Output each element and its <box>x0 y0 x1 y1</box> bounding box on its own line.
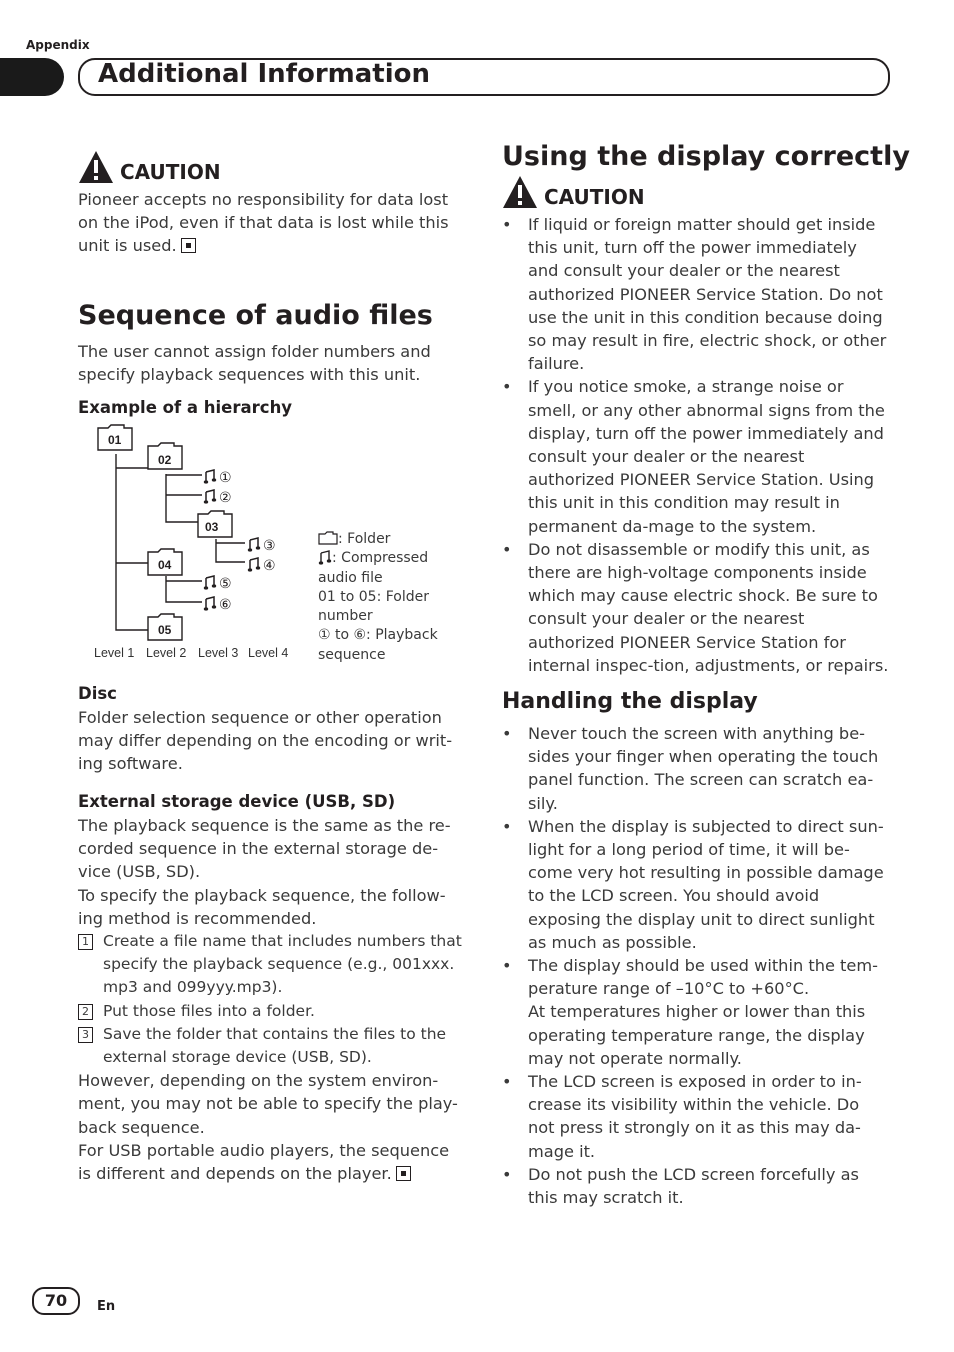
caution-text <box>78 188 463 258</box>
file-6-label: ⑥ <box>219 597 232 613</box>
caution-heading: CAUTION <box>120 160 221 184</box>
handling-title: Handling the display <box>502 689 758 714</box>
step-2 <box>78 1000 463 1023</box>
step-2-number: 2 <box>78 1004 93 1020</box>
header-title: Additional Information <box>98 59 431 89</box>
legend-folder-range: 01 to 05: Folder number <box>318 588 430 625</box>
caution-warning-icon <box>78 150 114 184</box>
ext-text-4-wrap <box>78 1139 463 1185</box>
display-caution-list <box>502 213 890 677</box>
handling-item-2: • When the display is subjected to direct sun-light for a long period of time, it will be-come very hot resulting in possible damage to the LCD screen. You should avoid exposing the display unit to direct sunlight as much as possible. <box>502 815 890 954</box>
handling-list <box>502 722 890 1209</box>
ext-storage-heading: External storage device (USB, SD) <box>78 792 396 811</box>
step-2-text: Put those files into a folder. <box>103 1001 315 1020</box>
legend-folder <box>318 530 453 549</box>
folder-01-label: 01 <box>108 433 122 447</box>
level-3-label: Level 3 <box>198 646 239 660</box>
step-3 <box>78 1023 463 1069</box>
file-4-icon <box>248 558 260 572</box>
handling-temp-note: At temperatures higher or lower than this operating temperature range, the display may not operate normally. <box>528 1002 866 1068</box>
file-4-label: ④ <box>263 558 276 574</box>
section-tab <box>0 58 64 96</box>
language-label: En <box>97 1299 116 1314</box>
disc-text: Folder selection sequence or other operation may differ depending on the encoding or writ-ing software. <box>78 708 453 774</box>
caution-item-2: • If you notice smoke, a strange noise or smell, or any other abnormal signs from the display, turn off the power immediately and consult your dealer or the nearest authorized PIONEER Service Station. Using this unit in this condition may result in permanent da-mage to the system. <box>502 375 890 537</box>
sequence-intro: The user cannot assign folder numbers and specify playback sequences with this unit. <box>78 342 431 385</box>
handling-item-3-text: The display should be used within the tem-perature range of –10°C to +60°C. <box>528 956 878 999</box>
legend-file-text: : Compressed audio file <box>318 550 429 586</box>
hierarchy-heading: Example of a hierarchy <box>78 398 293 417</box>
folder-05-label: 05 <box>158 623 172 637</box>
legend-folder-icon <box>318 531 338 545</box>
step-1 <box>78 930 463 1000</box>
legend-playback: ① to ⑥: Playback sequence <box>318 627 438 663</box>
folder-04-label: 04 <box>158 558 172 572</box>
diagram-legend <box>318 530 453 665</box>
file-5-label: ⑤ <box>219 576 232 592</box>
display-title: Using the display correctly <box>502 141 910 172</box>
handling-item-5: • Do not push the LCD screen forcefully as this may scratch it. <box>502 1163 890 1209</box>
handling-item-1: • Never touch the screen with anything be-sides your finger when operating the touch panel function. The screen can scratch ea-sily. <box>502 722 890 815</box>
ext-storage-body <box>78 814 463 1185</box>
handling-item-3 <box>502 954 890 1070</box>
ext-text-3: However, depending on the system environ-ment, you may not be able to specify the play-back sequence. <box>78 1071 458 1137</box>
caution-warning-icon <box>502 175 538 209</box>
caution-body: Pioneer accepts no responsibility for data lost on the iPod, even if that data is lost while this unit is used. <box>78 190 449 256</box>
file-3-label: ③ <box>263 538 276 554</box>
disc-heading: Disc <box>78 684 117 703</box>
file-2-icon <box>204 490 216 504</box>
file-2-label: ② <box>219 490 232 506</box>
display-caution-heading: CAUTION <box>544 185 645 209</box>
file-3-icon <box>248 538 260 552</box>
legend-file <box>318 549 453 588</box>
ext-text-1: The playback sequence is the same as the re-corded sequence in the external storage de-vice (USB, SD). <box>78 816 451 882</box>
page-number: 70 <box>32 1287 80 1315</box>
step-3-number: 3 <box>78 1027 93 1043</box>
legend-file-icon <box>318 549 332 565</box>
caution-item-3: • Do not disassemble or modify this unit, as there are high-voltage components inside which may cause electric shock. Be sure to consult your dealer or the nearest authorized PIONEER Service Station for internal inspec-tion, adjustments, or repairs. <box>502 538 890 677</box>
hierarchy-diagram <box>90 422 310 668</box>
level-1-label: Level 1 <box>94 646 135 660</box>
end-mark-icon <box>396 1166 411 1181</box>
level-2-label: Level 2 <box>146 646 187 660</box>
ext-text-2: To specify the playback sequence, the follow-ing method is recommended. <box>78 885 446 928</box>
end-mark-icon <box>181 238 196 253</box>
file-5-icon <box>204 576 216 590</box>
step-1-number: 1 <box>78 934 93 950</box>
ext-text-4: For USB portable audio players, the sequence is different and depends on the player. <box>78 1140 450 1184</box>
handling-item-4: • The LCD screen is exposed in order to in-crease its visibility within the vehicle. Do not press it strongly on it as this may da-mage it. <box>502 1070 890 1163</box>
section-label: Appendix <box>26 38 90 52</box>
step-3-text: Save the folder that contains the files to the external storage device (USB, SD). <box>103 1024 447 1067</box>
level-4-label: Level 4 <box>248 646 289 660</box>
step-1-text: Create a file name that includes numbers that specify the playback sequence (e.g., 001xxx. mp3 and 099yyy.mp3). <box>103 932 462 997</box>
folder-02-label: 02 <box>158 453 172 467</box>
sequence-title: Sequence of audio files <box>78 300 433 331</box>
file-6-icon <box>204 597 216 611</box>
legend-folder-text: : Folder <box>338 531 391 547</box>
file-1-icon <box>204 470 216 484</box>
caution-item-1: • If liquid or foreign matter should get inside this unit, turn off the power immediately and consult your dealer or the nearest authorized PIONEER Service Station. Do not use the unit in this condition because doing so may result in fire, electric shock, or other failure. <box>502 213 890 375</box>
file-1-label: ① <box>219 470 232 486</box>
folder-03-label: 03 <box>205 520 219 534</box>
